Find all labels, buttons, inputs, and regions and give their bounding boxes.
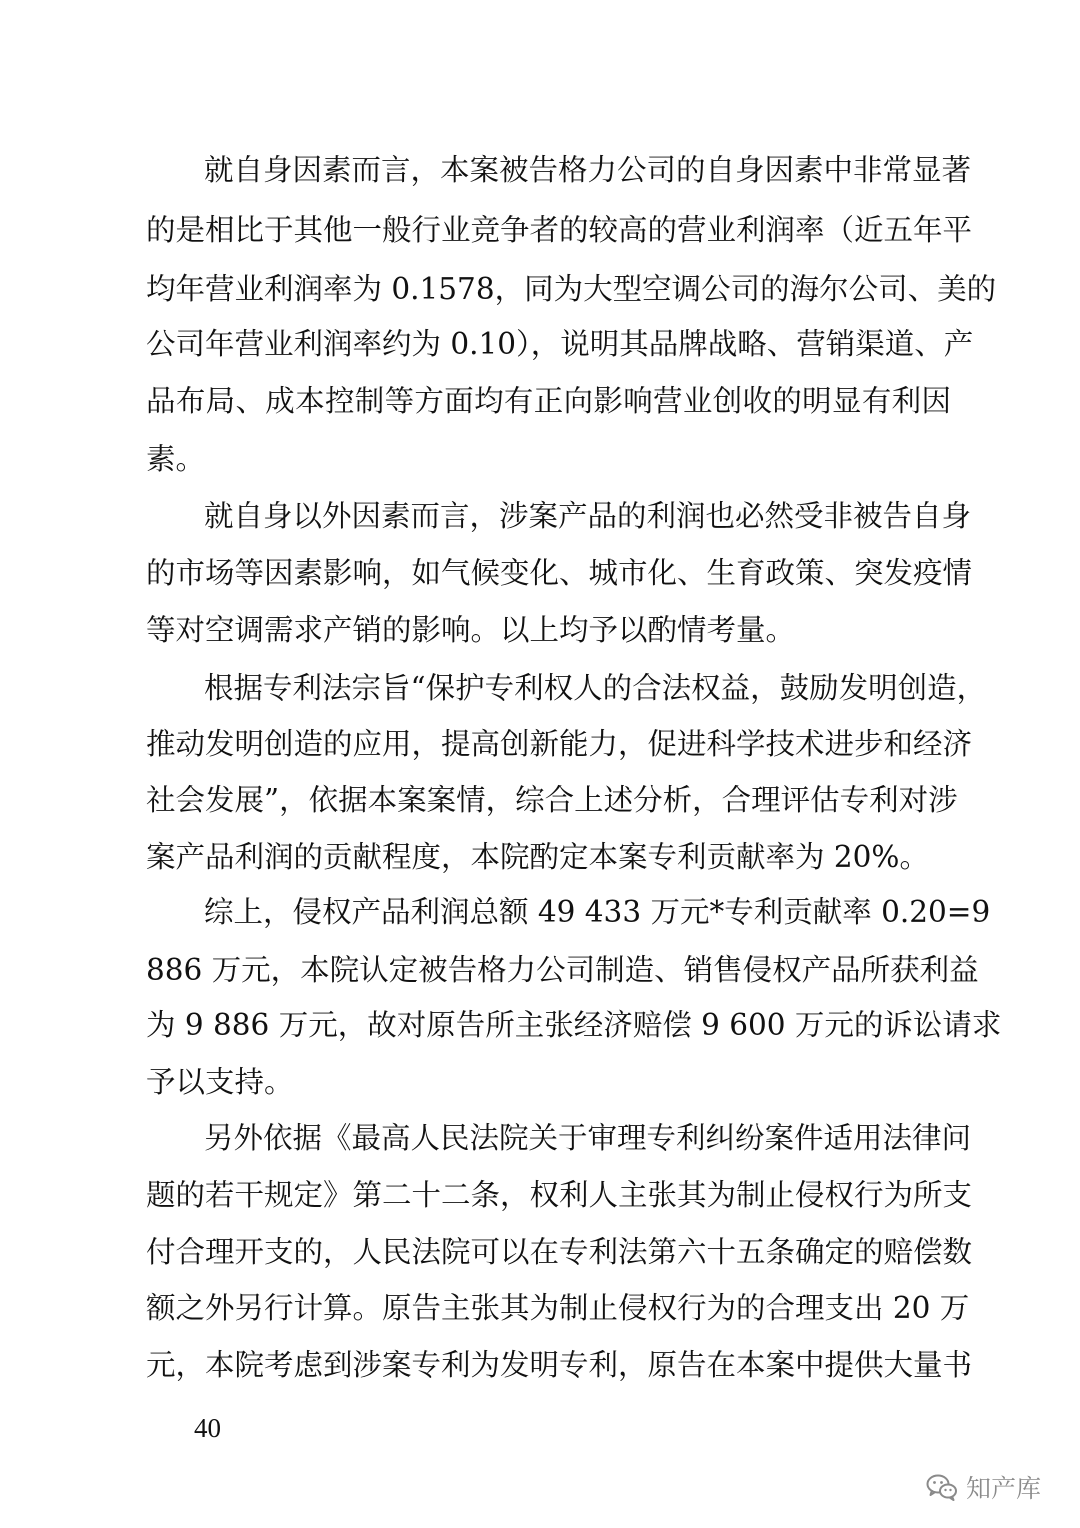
watermark-text: 知产库 bbox=[966, 1474, 1042, 1503]
text-line: 就自身因素而言，本案被告格力公司的自身因素中非常显著 bbox=[204, 153, 972, 187]
text-line: 的是相比于其他一般行业竞争者的较高的营业利润率（近五年平 bbox=[146, 213, 973, 247]
wechat-icon bbox=[926, 1473, 958, 1501]
text-line: 付合理开支的，人民法院可以在专利法第六十五条确定的赔偿数 bbox=[146, 1235, 973, 1269]
text-line: 额之外另行计算。原告主张其为制止侵权行为的合理支出 20 万 bbox=[146, 1291, 970, 1325]
text-line: 题的若干规定》第二十二条，权利人主张其为制止侵权行为所支 bbox=[146, 1178, 973, 1212]
text-line: 等对空调需求产销的影响。以上均予以酌情考量。 bbox=[146, 613, 796, 647]
text-line: 综上，侵权产品利润总额 49 433 万元*专利贡献率 0.20=9 bbox=[204, 895, 991, 929]
text-line: 均年营业利润率为 0.1578，同为大型空调公司的海尔公司、美的 bbox=[146, 272, 997, 306]
text-line: 予以支持。 bbox=[146, 1065, 294, 1099]
text-line: 的市场等因素影响，如气候变化、城市化、生育政策、突发疫情 bbox=[146, 556, 973, 590]
text-line: 素。 bbox=[146, 442, 206, 476]
text-line: 社会发展”，依据本案案情，综合上述分析，合理评估专利对涉 bbox=[146, 783, 958, 817]
text-line: 为 9 886 万元，故对原告所主张经济赔偿 9 600 万元的诉讼请求 bbox=[146, 1008, 1002, 1042]
text-line: 就自身以外因素而言，涉案产品的利润也必然受非被告自身 bbox=[204, 499, 972, 533]
watermark bbox=[926, 1467, 1041, 1507]
text-line: 886 万元，本院认定被告格力公司制造、销售侵权产品所获利益 bbox=[146, 953, 979, 987]
text-line: 案产品利润的贡献程度，本院酌定本案专利贡献率为 20%。 bbox=[146, 840, 929, 874]
text-line: 另外依据《最高人民法院关于审理专利纠纷案件适用法律问 bbox=[204, 1121, 972, 1155]
text-line: 元，本院考虑到涉案专利为发明专利，原告在本案中提供大量书 bbox=[146, 1348, 973, 1382]
text-line: 公司年营业利润率约为 0.10），说明其品牌战略、营销渠道、产 bbox=[146, 327, 974, 361]
text-line: 根据专利法宗旨“保护专利权人的合法权益，鼓励发明创造， bbox=[204, 671, 987, 705]
text-line: 品布局、成本控制等方面均有正向影响营业创收的明显有利因 bbox=[146, 384, 951, 418]
page-number: 40 bbox=[194, 1413, 221, 1443]
text-line: 推动发明创造的应用，提高创新能力，促进科学技术进步和经济 bbox=[146, 727, 973, 761]
